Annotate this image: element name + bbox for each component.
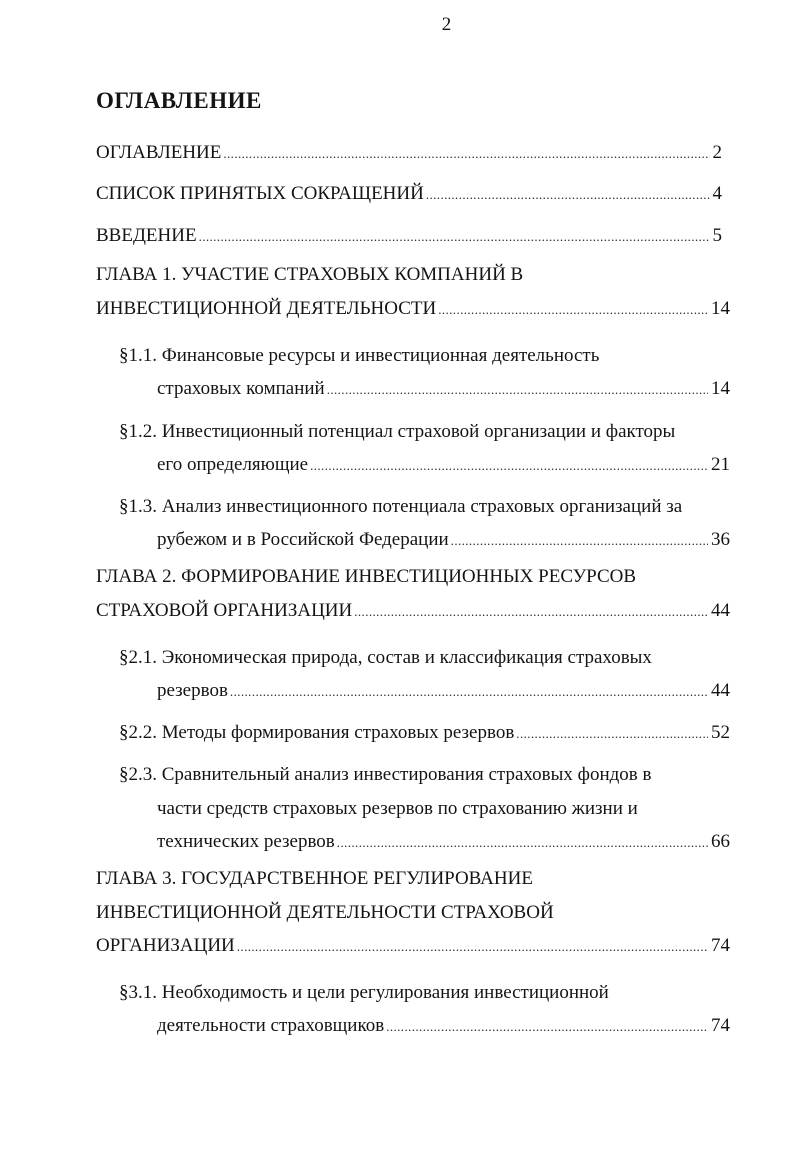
dot-leader xyxy=(199,224,710,250)
page-number: 2 xyxy=(441,14,452,35)
toc-entry-section-2-1[interactable] xyxy=(157,678,730,704)
toc-entry-chapter-1[interactable] xyxy=(96,296,730,322)
toc-entry-label: §2.2. Методы формирования страховых резервов xyxy=(119,722,515,743)
toc-chapter-3-line1[interactable]: ГЛАВА 3. ГОСУДАРСТВЕННОЕ РЕГУЛИРОВАНИЕ xyxy=(96,868,533,889)
toc-section-2-3-line2[interactable]: части средств страховых резервов по страхованию жизни и xyxy=(157,798,638,819)
dot-leader xyxy=(327,377,708,403)
toc-entry-label: резервов xyxy=(157,680,228,701)
toc-entry-label: ИНВЕСТИЦИОННОЙ ДЕЯТЕЛЬНОСТИ xyxy=(96,298,437,319)
toc-entry-label: СТРАХОВОЙ ОРГАНИЗАЦИИ xyxy=(96,600,353,621)
dot-leader xyxy=(426,182,710,208)
toc-entry-page: 5 xyxy=(712,225,722,246)
toc-section-1-3-line1[interactable]: §1.3. Анализ инвестиционного потенциала страховых организаций за xyxy=(119,496,683,517)
toc-title: ОГЛАВЛЕНИЕ xyxy=(96,88,262,113)
toc-entry-page: 66 xyxy=(711,831,730,852)
toc-entry-label: ВВЕДЕНИЕ xyxy=(96,225,197,246)
dot-leader xyxy=(337,830,708,856)
toc-entry-section-2-2[interactable] xyxy=(119,720,730,746)
toc-entry-label: технических резервов xyxy=(157,831,335,852)
toc-entry-page: 74 xyxy=(711,1015,730,1036)
toc-entry-page: 74 xyxy=(711,935,730,956)
toc-entry-page: 36 xyxy=(711,529,730,550)
toc-entry-page: 52 xyxy=(711,722,730,743)
toc-entry-abbreviations[interactable] xyxy=(96,181,722,207)
dot-leader xyxy=(451,528,708,554)
toc-entry-label: СПИСОК ПРИНЯТЫХ СОКРАЩЕНИЙ xyxy=(96,183,424,204)
toc-section-3-1-line1[interactable]: §3.1. Необходимость и цели регулирования инвестиционной xyxy=(119,982,609,1003)
toc-entry-chapter-2[interactable] xyxy=(96,598,730,624)
toc-entry-label: рубежом и в Российской Федерации xyxy=(157,529,449,550)
toc-entry-page: 14 xyxy=(711,378,730,399)
dot-leader xyxy=(386,1014,708,1040)
dot-leader xyxy=(310,453,708,479)
toc-section-2-3-line1[interactable]: §2.3. Сравнительный анализ инвестирования страховых фондов в xyxy=(119,764,652,785)
toc-entry-label: ОГЛАВЛЕНИЕ xyxy=(96,142,222,163)
toc-section-1-1-line1[interactable]: §1.1. Финансовые ресурсы и инвестиционная деятельность xyxy=(119,345,600,366)
dot-leader xyxy=(438,297,708,323)
toc-entry-section-1-2[interactable] xyxy=(157,452,730,478)
toc-entry-section-3-1[interactable] xyxy=(157,1013,730,1039)
toc-section-1-2-line1[interactable]: §1.2. Инвестиционный потенциал страховой организации и факторы xyxy=(119,421,676,442)
toc-entry-contents[interactable] xyxy=(96,140,722,166)
toc-entry-page: 4 xyxy=(712,183,722,204)
toc-entry-page: 44 xyxy=(711,600,730,621)
toc-entry-section-2-3[interactable] xyxy=(157,829,730,855)
toc-chapter-1-line1[interactable]: ГЛАВА 1. УЧАСТИЕ СТРАХОВЫХ КОМПАНИЙ В xyxy=(96,264,524,285)
dot-leader xyxy=(230,679,708,705)
toc-chapter-3-line2[interactable]: ИНВЕСТИЦИОННОЙ ДЕЯТЕЛЬНОСТИ СТРАХОВОЙ xyxy=(96,902,554,923)
toc-entry-introduction[interactable] xyxy=(96,223,722,249)
toc-entry-page: 2 xyxy=(712,142,722,163)
toc-entry-label: страховых компаний xyxy=(157,378,325,399)
toc-entry-page: 21 xyxy=(711,454,730,475)
dot-leader xyxy=(354,599,708,625)
toc-section-2-1-line1[interactable]: §2.1. Экономическая природа, состав и классификация страховых xyxy=(119,647,652,668)
toc-entry-chapter-3[interactable] xyxy=(96,933,730,959)
toc-entry-page: 44 xyxy=(711,680,730,701)
toc-entry-label: деятельности страховщиков xyxy=(157,1015,385,1036)
toc-entry-section-1-1[interactable] xyxy=(157,376,730,402)
toc-entry-label: его определяющие xyxy=(157,454,309,475)
dot-leader xyxy=(223,141,709,167)
toc-entry-page: 14 xyxy=(711,298,730,319)
toc-chapter-2-line1[interactable]: ГЛАВА 2. ФОРМИРОВАНИЕ ИНВЕСТИЦИОННЫХ РЕСУРСОВ xyxy=(96,566,637,587)
dot-leader xyxy=(237,934,708,960)
toc-entry-section-1-3[interactable] xyxy=(157,527,730,553)
toc-entry-label: ОРГАНИЗАЦИИ xyxy=(96,935,235,956)
dot-leader xyxy=(516,721,708,747)
